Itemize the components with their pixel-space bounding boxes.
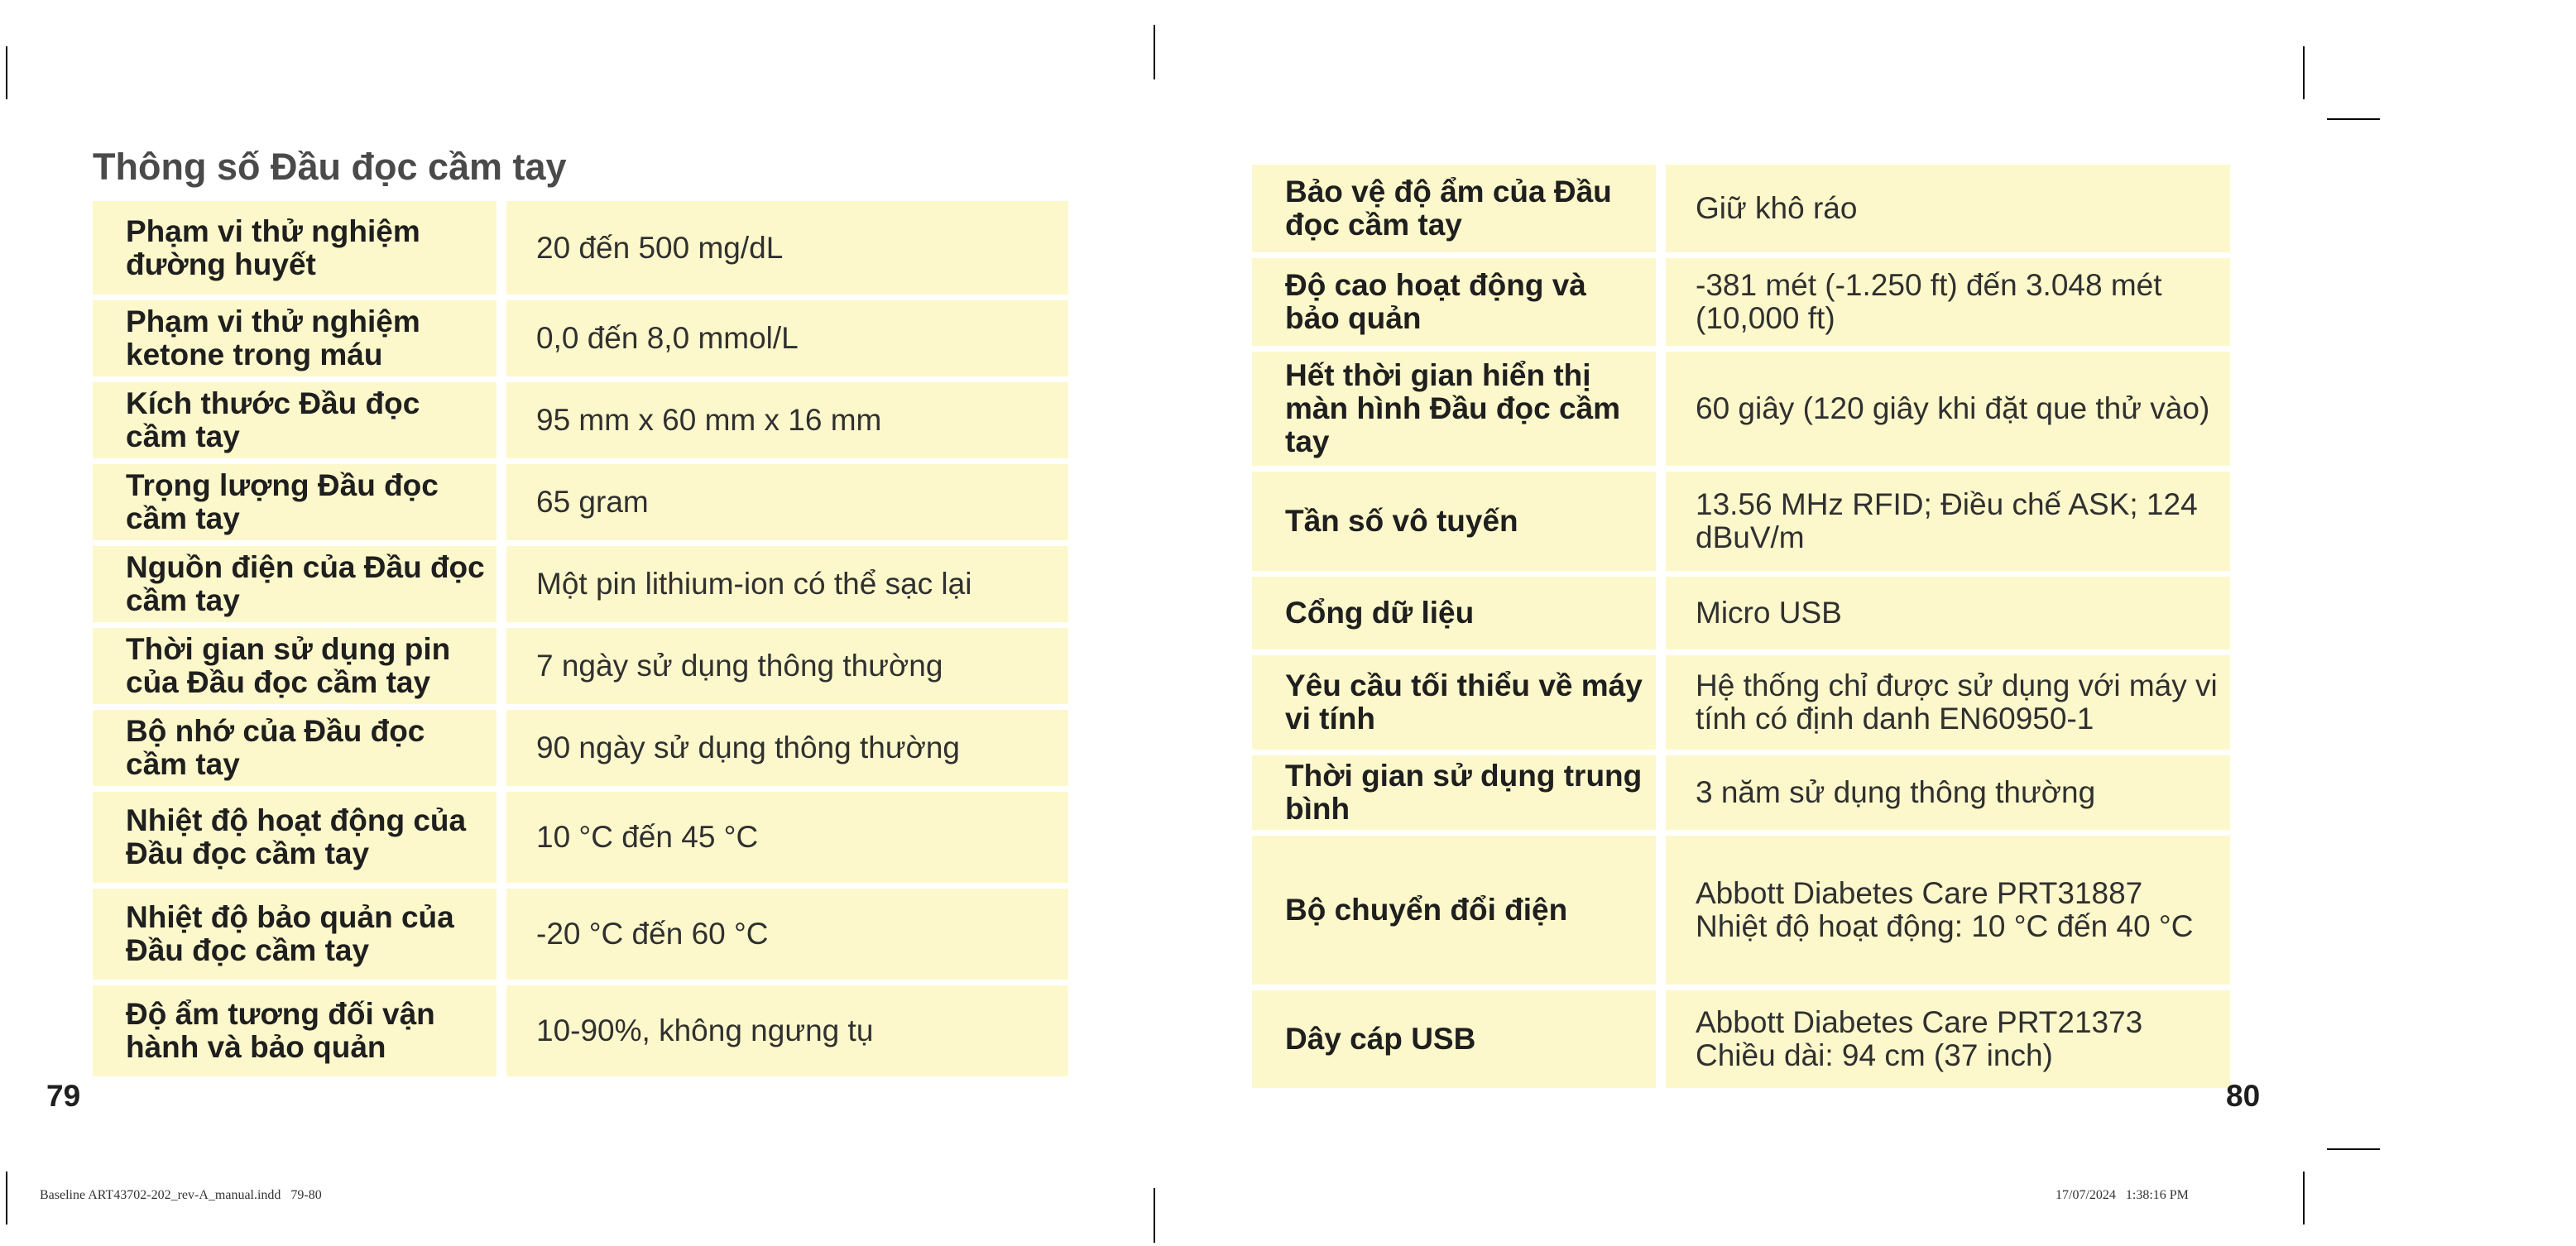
- table-row: [93, 985, 1068, 1076]
- spec-value: 65 gram: [506, 464, 1068, 540]
- table-row: [1252, 472, 2230, 571]
- spec-value: 90 ngày sử dụng thông thường: [506, 710, 1068, 786]
- spec-label: Trọng lượng Đầu đọc cầm tay: [93, 464, 496, 540]
- spec-value: -20 °C đến 60 °C: [506, 889, 1068, 980]
- table-row: [1252, 258, 2230, 346]
- spec-value: Một pin lithium-ion có thể sạc lại: [506, 546, 1068, 622]
- crop-mark: [2303, 1172, 2305, 1224]
- right-spec-table: [1242, 159, 2240, 1094]
- table-row: [1252, 990, 2230, 1088]
- spec-label: Bộ nhớ của Đầu đọc cầm tay: [93, 710, 496, 786]
- table-row: [93, 792, 1068, 883]
- table-row: [1252, 755, 2230, 830]
- crop-mark: [1154, 25, 1155, 79]
- spec-label: Kích thước Đầu đọc cầm tay: [93, 382, 496, 458]
- spec-label: Nhiệt độ hoạt động của Đầu đọc cầm tay: [93, 792, 496, 883]
- crop-mark: [2327, 1148, 2380, 1150]
- table-row: [93, 889, 1068, 980]
- page-number: 80: [2226, 1079, 2261, 1113]
- spec-label: Thời gian sử dụng pin của Đầu đọc cầm tay: [93, 628, 496, 704]
- spec-label: Thời gian sử dụng trung bình: [1252, 755, 1656, 830]
- spec-label: Yêu cầu tối thiểu về máy vi tính: [1252, 655, 1656, 750]
- spec-label: Dây cáp USB: [1252, 990, 1656, 1088]
- table-row: [93, 546, 1068, 622]
- page-title: Thông số Đầu đọc cầm tay: [93, 146, 567, 188]
- table-row: [1252, 836, 2230, 985]
- crop-mark: [2327, 118, 2380, 120]
- spec-value: Abbott Diabetes Care PRT21373 Chiều dài: 94 cm (37 inch): [1666, 990, 2230, 1088]
- spec-label: Phạm vi thử nghiệm ketone trong máu: [93, 300, 496, 376]
- spec-label: Tần số vô tuyến: [1252, 472, 1656, 571]
- spec-value: 20 đến 500 mg/dL: [506, 201, 1068, 295]
- crop-mark: [6, 46, 7, 99]
- spec-value: 13.56 MHz RFID; Điều chế ASK; 124 dBuV/m: [1666, 472, 2230, 571]
- spec-value: 0,0 đến 8,0 mmol/L: [506, 300, 1068, 376]
- file-slug: Baseline ART43702-202_rev-A_manual.indd 79-80: [40, 1188, 322, 1202]
- spec-value: Abbott Diabetes Care PRT31887 Nhiệt độ hoạt động: 10 °C đến 40 °C: [1666, 836, 2230, 985]
- spec-value: 10-90%, không ngưng tụ: [506, 985, 1068, 1076]
- spec-value: Hệ thống chỉ được sử dụng với máy vi tính có định danh EN60950-1: [1666, 655, 2230, 750]
- spec-value: 95 mm x 60 mm x 16 mm: [506, 382, 1068, 458]
- spec-label: Hết thời gian hiển thị màn hình Đầu đọc cầm tay: [1252, 352, 1656, 466]
- table-row: [93, 201, 1068, 295]
- left-spec-table: [83, 195, 1078, 1082]
- spec-label: Nguồn điện của Đầu đọc cầm tay: [93, 546, 496, 622]
- spec-label: Cổng dữ liệu: [1252, 577, 1656, 649]
- table-row: [1252, 577, 2230, 649]
- spec-label: Bộ chuyển đổi điện: [1252, 836, 1656, 985]
- print-timestamp: 17/07/2024 1:38:16 PM: [2056, 1188, 2189, 1202]
- spec-label: Bảo vệ độ ẩm của Đầu đọc cầm tay: [1252, 165, 1656, 252]
- page-number: 79: [46, 1079, 81, 1113]
- spec-value: 7 ngày sử dụng thông thường: [506, 628, 1068, 704]
- spec-label: Độ cao hoạt động và bảo quản: [1252, 258, 1656, 346]
- crop-mark: [2303, 46, 2305, 99]
- spec-value: 60 giây (120 giây khi đặt que thử vào): [1666, 352, 2230, 466]
- table-row: [1252, 352, 2230, 466]
- table-row: [93, 464, 1068, 540]
- spec-label: Phạm vi thử nghiệm đường huyết: [93, 201, 496, 295]
- table-row: [1252, 165, 2230, 252]
- table-row: [93, 382, 1068, 458]
- table-row: [93, 628, 1068, 704]
- spec-value: Giữ khô ráo: [1666, 165, 2230, 252]
- spec-value: 3 năm sử dụng thông thường: [1666, 755, 2230, 830]
- table-row: [93, 710, 1068, 786]
- spec-label: Độ ẩm tương đối vận hành và bảo quản: [93, 985, 496, 1076]
- spec-label: Nhiệt độ bảo quản của Đầu đọc cầm tay: [93, 889, 496, 980]
- spec-value: Micro USB: [1666, 577, 2230, 649]
- crop-mark: [1154, 1188, 1155, 1243]
- crop-mark: [6, 1172, 7, 1224]
- table-row: [1252, 655, 2230, 750]
- table-row: [93, 300, 1068, 376]
- spec-value: -381 mét (-1.250 ft) đến 3.048 mét (10,000 ft): [1666, 258, 2230, 346]
- spec-value: 10 °C đến 45 °C: [506, 792, 1068, 883]
